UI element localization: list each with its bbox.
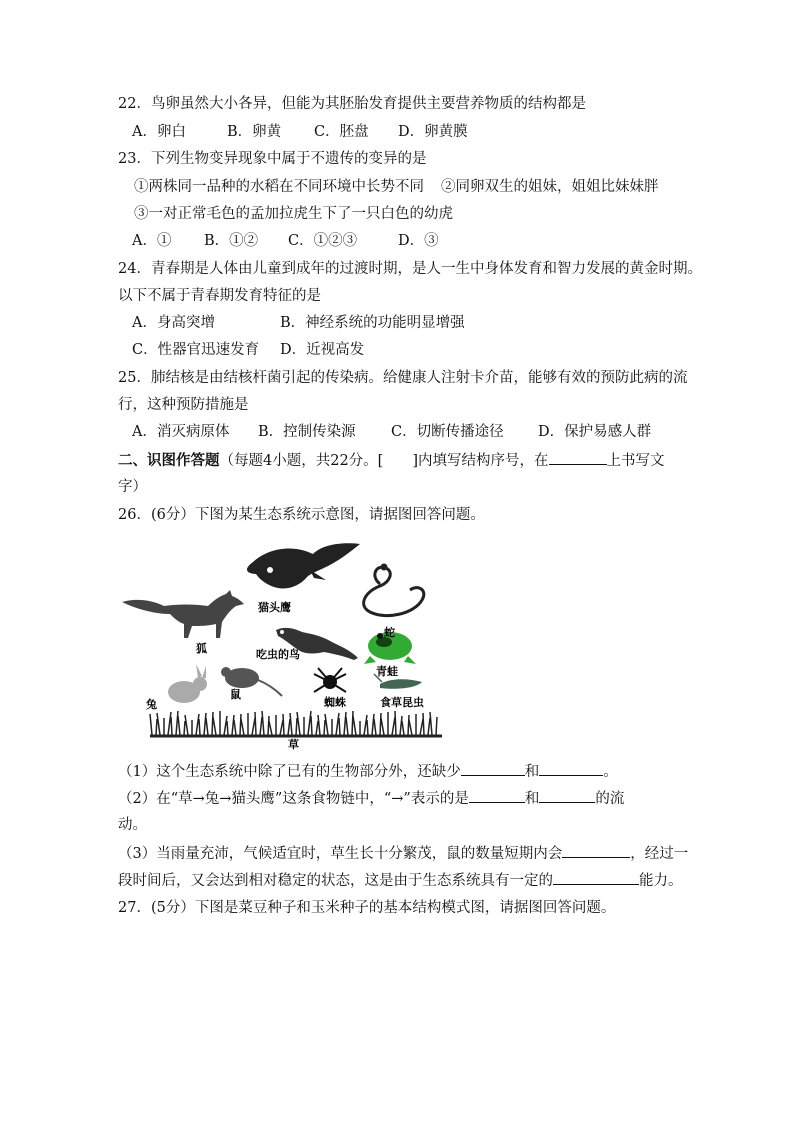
grass-label: 草 xyxy=(288,738,299,751)
section2-desc: （每题4小题，共22分。[ ]内填写结构序号，在 xyxy=(219,453,549,469)
bird-label: 吃虫的鸟 xyxy=(256,648,300,661)
spider-icon xyxy=(314,668,346,692)
q26-sub3-line2 xyxy=(118,870,683,891)
q26-sub1-and: 和 xyxy=(524,764,540,780)
q22-option-a: A．卵白 xyxy=(132,124,186,140)
q23-item-3: ③一对正常毛色的孟加拉虎生下了一只白色的幼虎 xyxy=(134,206,453,222)
q26-sub3-end: 能力。 xyxy=(639,873,683,889)
q24-stem-line1: 24．青春期是人体由儿童到成年的过渡时期，是人一生中身体发育和智力发展的黄金时期。 xyxy=(118,261,702,277)
q24-option-d: D．近视高发 xyxy=(280,342,365,358)
spider-label: 蜘蛛 xyxy=(324,696,346,709)
q25-option-d: D．保护易感人群 xyxy=(538,424,652,440)
q25-options xyxy=(132,422,651,442)
q26-sub3-blank-1 xyxy=(562,843,630,858)
q25-stem-line1: 25．肺结核是由结核杆菌引起的传染病。给健康人注射卡介苗，能够有效的预防此病的流 xyxy=(118,370,688,386)
rabbit-icon xyxy=(168,664,207,703)
q26-sub2-and: 和 xyxy=(524,791,540,807)
q22-option-b: B．卵黄 xyxy=(227,124,282,140)
q23-options xyxy=(132,231,439,251)
fox-label: 狐 xyxy=(196,642,207,655)
section2-desc-line2: 字） xyxy=(118,479,147,495)
q22-option-c: C．胚盘 xyxy=(314,124,369,140)
owl-icon xyxy=(247,543,360,588)
q26-sub1-text: （1）这个生态系统中除了已有的生物部分外，还缺少 xyxy=(118,764,461,780)
q24-option-a: A．身高突增 xyxy=(132,315,215,331)
q26-sub2-text: （2）在“草→兔→猫头鹰”这条食物链中，“→”表示的是 xyxy=(118,791,469,807)
q24-stem-line2: 以下不属于青春期发育特征的是 xyxy=(118,288,321,304)
q23-option-a: A．① xyxy=(132,233,172,249)
q25-stem-line2: 行，这种预防措施是 xyxy=(118,397,249,413)
grass-icon xyxy=(150,711,442,736)
section2-title: 二、识图作答题 xyxy=(118,452,220,469)
q26-sub3 xyxy=(118,843,688,864)
q26-sub2-line2: 动。 xyxy=(118,817,147,833)
q23-item-2: ②同卵双生的姐妹，姐姐比妹妹胖 xyxy=(441,179,659,195)
frog-label: 青蛙 xyxy=(376,665,398,678)
q27-stem: 27．(5分）下图是菜豆种子和玉米种子的基本结构模式图，请据图回答问题。 xyxy=(118,900,616,916)
rabbit-label: 兔 xyxy=(146,698,157,711)
ecosystem-figure xyxy=(118,540,448,755)
q24-options-row2 xyxy=(132,340,364,360)
q26-sub2 xyxy=(118,788,624,809)
q23-items-row1 xyxy=(134,177,659,197)
q26-sub2-blank-2 xyxy=(539,788,595,803)
q22-stem: 22．鸟卵虽然大小各异，但能为其胚胎发育提供主要营养物质的结构都是 xyxy=(118,96,586,112)
q23-stem: 23．下列生物变异现象中属于不遗传的变异的是 xyxy=(118,151,427,167)
q25-option-a: A．消灭病原体 xyxy=(132,424,230,440)
q24-options-row1 xyxy=(132,313,465,333)
q26-sub1-blank-2 xyxy=(539,761,603,776)
section2-blank xyxy=(549,450,607,465)
q24-option-b: B．神经系统的功能明显增强 xyxy=(280,315,465,331)
snake-icon xyxy=(364,565,424,616)
q25-option-b: B．控制传染源 xyxy=(258,424,356,440)
q26-sub3-text: （3）当雨量充沛，气候适宜时，草生长十分繁茂，鼠的数量短期内会 xyxy=(118,846,563,862)
q26-stem: 26．(6分）下图为某生态系统示意图，请据图回答问题。 xyxy=(118,507,485,523)
mouse-label: 鼠 xyxy=(230,688,241,701)
fox-icon xyxy=(122,590,244,638)
q23-option-c: C．①②③ xyxy=(288,233,358,249)
q22-option-d: D．卵黄膜 xyxy=(398,124,468,140)
q26-sub2-blank-1 xyxy=(469,788,525,803)
owl-label: 猫头鹰 xyxy=(258,601,291,614)
q22-options xyxy=(132,122,468,142)
q26-sub1 xyxy=(118,761,618,782)
q26-sub3-text-2: 段时间后，又会达到相对稳定的状态，这是由于生态系统具有一定的 xyxy=(118,873,553,889)
ecosystem-illustration xyxy=(118,540,448,755)
q26-sub3-text-end: ，经过一 xyxy=(630,846,689,862)
q26-sub3-blank-2 xyxy=(553,870,639,885)
q25-option-c: C．切断传播途径 xyxy=(391,424,504,440)
q23-option-b: B．①② xyxy=(204,233,259,249)
q23-item-1: ①两株同一品种的水稻在不同环境中长势不同 xyxy=(134,179,424,195)
q23-option-d: D．③ xyxy=(398,233,439,249)
snake-label: 蛇 xyxy=(384,626,395,639)
section2-desc-end: 上书写文 xyxy=(606,453,665,469)
q26-sub2-end: 的流 xyxy=(595,791,625,807)
q24-option-c: C．性器官迅速发育 xyxy=(132,342,260,358)
insect-label: 食草昆虫 xyxy=(380,696,424,709)
section2-header xyxy=(118,450,665,471)
q26-sub1-blank-1 xyxy=(461,761,525,776)
q26-sub1-end: 。 xyxy=(603,764,618,780)
